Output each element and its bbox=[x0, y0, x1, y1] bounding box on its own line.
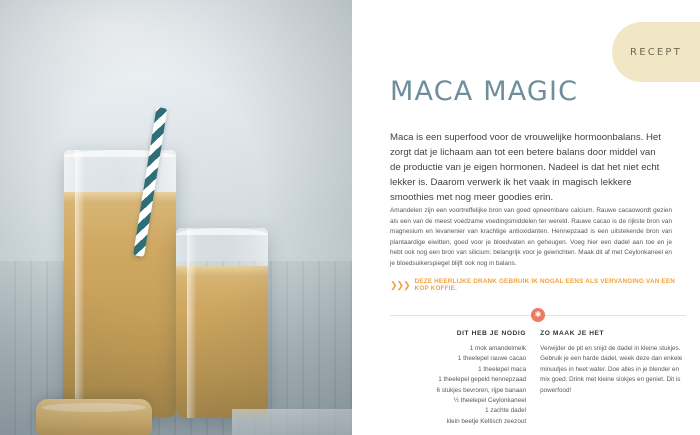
list-item: 1 zachte dadel bbox=[485, 407, 527, 415]
list-item: ½ theelepel Ceylonkaneel bbox=[453, 397, 527, 405]
chevron-right-icon: ❯❯❯ bbox=[390, 279, 410, 290]
list-item: klein beetje Keltisch zeezout bbox=[446, 417, 527, 425]
list-item: 1 theelepel rauwe cacao bbox=[457, 355, 527, 363]
page-title: MACA MAGIC bbox=[390, 76, 579, 107]
recipe-content bbox=[352, 0, 700, 435]
method-heading: ZO MAAK JE HET bbox=[540, 330, 605, 337]
callout-text: DEZE HEERLIJKE DRANK GEBRUIK IK NOGAL EENS ALS VERVANGING VAN EEN KOP KOFFIE. bbox=[414, 278, 675, 292]
method-text: Verwijder de pit en snijd de dadel in kleine stukjes. Gebruik je een harde dadel, week deze dan enkele minuutjes in heet water. Doe alles in je blender en mix goed. Drink met kleine slokjes en geniet. Dit is powerfood! bbox=[540, 345, 683, 394]
intro-paragraph: Maca is een superfood voor de vrouwelijke hormoonbalans. Het zorgt dat je lichaam aan tot een betere balans door middel van de productie van je eigen hormonen. Nadeel is dat het niet echt lekker is. Daarom verwerk ik het vaak in magisch lekkere smoothies met nog meer goodies erin. bbox=[390, 131, 661, 203]
list-item: 1 mok amandelmelk bbox=[469, 345, 527, 352]
recipe-columns bbox=[390, 330, 690, 427]
body-paragraph: Amandelen zijn een voortreffelijke bron van goed opneembare calcium. Rauwe cacaowordt gezien als een van de meest voedzame voedingsmiddelen ter wereld. Rauwe cacao is de rijkste bron van magnesium en levanenier van krachtige antioxidanten. Hennepzaad is een uitstekende bron van plantaardige eiwitten, goed voor je bloedvaten en geheugen. Voeg hier een dadel aan toe en je hebt ook nog een bron van silicium: belangrijk voor je gewrichten. Maak dit af met Ceylonkaneel en je bloedsuikerspiegel blijft ook nog in balans. bbox=[390, 207, 672, 267]
callout bbox=[390, 278, 686, 292]
list-item: 1 theelepel gepeld hennepzaad bbox=[438, 376, 527, 384]
list-item: 6 stukjes bevroren, rijpe banaan bbox=[436, 386, 527, 394]
ingredients-list bbox=[390, 344, 526, 427]
ingredients-heading: DIT HEB JE NODIG bbox=[456, 330, 527, 337]
recipe-tag-label: RECEPT bbox=[630, 46, 682, 58]
section-divider bbox=[390, 308, 686, 322]
recipe-tag bbox=[612, 22, 700, 82]
asterisk-icon: ✱ bbox=[531, 308, 545, 322]
ingredients-column bbox=[390, 330, 536, 427]
list-item: 1 theelepel maca bbox=[478, 365, 527, 373]
method-column bbox=[536, 330, 690, 427]
